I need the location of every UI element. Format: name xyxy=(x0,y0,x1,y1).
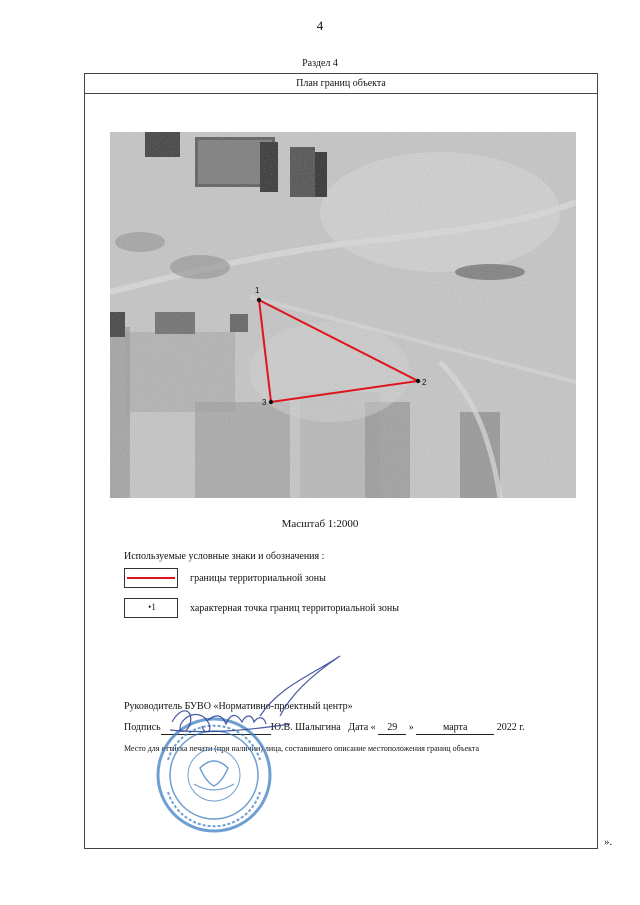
legend-title: Используемые условные знаки и обозначения : xyxy=(124,551,325,562)
plan-header: План границ объекта xyxy=(84,73,598,94)
signature-line xyxy=(124,722,525,735)
legend-text-point: характерная точка границ территориальной зоны xyxy=(190,603,399,614)
date-day-close: » xyxy=(408,722,414,733)
signer-name: Ю.В. Шалыгина xyxy=(270,722,341,733)
boundary-point-1 xyxy=(257,298,261,302)
legend-symbol-point xyxy=(124,598,178,618)
point-label-2: 2 xyxy=(422,378,427,387)
seal-note: Место для оттиска печати (при наличии) лица, составившего описание местоположения границ объекта xyxy=(124,744,480,753)
page-number: 4 xyxy=(316,18,324,33)
point-label-3: 3 xyxy=(262,398,267,407)
date-year: 2022 г. xyxy=(496,722,525,733)
date-label: Дата « xyxy=(348,722,376,733)
head-of-organization: Руководитель БУВО «Нормативно-проектный центр» xyxy=(124,701,353,712)
closing-mark: ». xyxy=(604,836,613,848)
legend-text-boundary: границы территориальной зоны xyxy=(190,573,326,584)
legend-symbol-boundary xyxy=(124,568,178,588)
date-day: 29 xyxy=(378,722,406,735)
signature-blank xyxy=(161,722,271,735)
red-line-symbol xyxy=(127,577,175,579)
boundary-point-2 xyxy=(416,379,420,383)
section-title: Раздел 4 xyxy=(302,58,338,69)
boundary-point-3 xyxy=(269,400,273,404)
scale-label: Масштаб 1:2000 xyxy=(281,518,359,530)
signature-label: Подпись xyxy=(124,722,161,733)
point-symbol-label: •1 xyxy=(148,602,156,612)
date-month: марта xyxy=(416,722,494,735)
aerial-photo xyxy=(110,132,576,498)
point-label-1: 1 xyxy=(255,286,260,295)
aerial-map xyxy=(110,132,576,498)
